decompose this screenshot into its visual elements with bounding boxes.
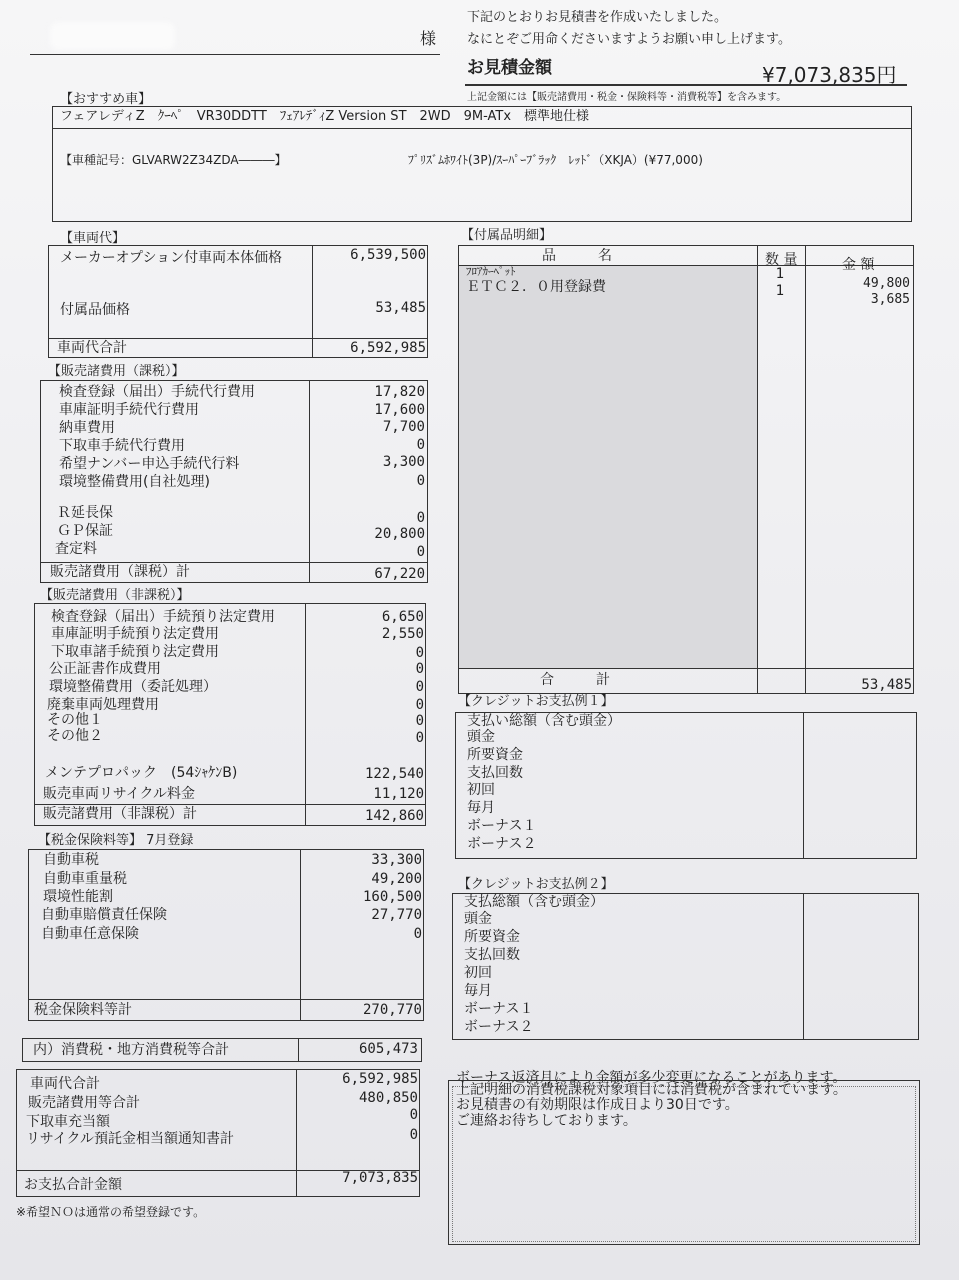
vehicle-row-value: 6,539,500 [350,247,426,263]
credit1-row: 所要資金 [467,747,523,763]
credit1-row: ボーナス１ [467,818,537,834]
nontaxable-row-label: 検査登録（届出）手続預り法定費用 [51,609,275,625]
body-color: ﾌﾟﾘｽﾞﾑﾎﾜｲﾄ(3P)/ｽｰﾊﾟｰﾌﾞﾗｯｸ ﾚｯﾄﾞ（XKJA）(¥77,000) [408,153,703,167]
model-code: 【車種記号：GLVARW2Z34ZDA―――】 [60,153,287,167]
taxable-row-value: 0 [416,437,425,453]
consumption-tax-col-line [298,1038,299,1062]
credit2-title: 【クレジットお支払例２】 [458,877,614,892]
credit2-row: 支払回数 [464,947,520,963]
nontaxable-row-label: その他１ [47,712,103,728]
notes-heading: ボーナス返済月により金額が多少変更になることがあります。 [456,1070,847,1086]
nontaxable-total-line [34,804,426,805]
credit2-row: ボーナス２ [464,1019,534,1035]
tax-row-value: 33,300 [371,852,422,868]
taxable-title: 【販売諸費用（課税）】 [48,364,185,379]
credit2-row: 所要資金 [464,929,520,945]
nontaxable-row-label: 販売車両リサイクル料金 [43,786,196,802]
accessories-total-label: 合 計 [540,672,610,688]
credit1-row: 毎月 [467,800,495,816]
tax-row-value: 0 [413,926,422,942]
taxable-row-label: ＧＰ保証 [57,523,113,539]
accessories-col-line-1 [757,245,758,694]
taxable-row-value: 0 [416,510,425,526]
estimate-amount: ¥7,073,835円 [762,63,897,87]
tax-row-label: 自動車税 [43,852,99,868]
vehicle-total-value: 6,592,985 [350,340,426,356]
summary-total-value: 7,073,835 [342,1170,418,1186]
accessories-col-qty: 数 量 [765,252,798,268]
nontaxable-row-value: 0 [415,645,424,661]
taxable-total-label: 販売諸費用（課税）計 [50,564,190,580]
vehicle-total-label: 車両代合計 [57,340,127,356]
estimate-note: 上記金額には【販売諸費用・税金・保険料等・消費税等】を含みます。 [467,92,787,103]
summary-row-value: 0 [409,1107,418,1123]
nontaxable-total-value: 142,860 [364,808,424,824]
intro-line-2: なにとぞご用命くださいますようお願い申し上げます。 [467,32,791,47]
credit1-row: 初回 [467,782,495,798]
taxable-total-line [40,562,428,563]
customer-underline [30,54,440,55]
consumption-tax-label: 内）消費税・地方消費税等合計 [33,1042,229,1058]
credit2-row: 支払総額（含む頭金） [464,894,604,910]
tax-row-label: 自動車賠償責任保険 [41,907,167,923]
taxable-row-label: 下取車手続代行費用 [59,438,185,454]
taxable-row-value: 17,820 [374,384,425,400]
customer-name-redacted [50,22,175,50]
nontaxable-row-label: 環境整備費用（委託処理） [49,679,217,695]
credit1-title: 【クレジットお支払例１】 [458,694,614,709]
honorific: 様 [420,29,437,48]
taxable-row-label: 環境整備費用(自社処理) [59,474,210,490]
credit2-row: 頭金 [464,911,492,927]
tax-total-label: 税金保険料等計 [34,1002,132,1018]
summary-col-line [296,1069,297,1197]
tax-row-label: 環境性能割 [43,889,113,905]
summary-total-label: お支払合計金額 [24,1177,122,1193]
accessory-qty: 1 [775,266,784,282]
footnote: ※希望ＮＯは通常の希望登録です。 [16,1205,206,1219]
nontaxable-row-value: 0 [415,661,424,677]
vehicle-total-line [48,338,428,339]
taxable-row-label: 査定料 [55,541,97,557]
tax-row-value: 27,770 [371,907,422,923]
taxable-row-value: 7,700 [382,419,425,435]
taxable-row-label: 納車費用 [59,420,115,436]
tax-row-label: 自動車重量税 [43,871,127,887]
vehicle-title: 【車両代】 [60,231,126,246]
credit1-row: 支払い総額（含む頭金） [467,713,621,729]
vehicle-row-label: 付属品価格 [60,302,130,318]
estimate-underline [465,84,907,86]
nontaxable-row-value: 122,540 [364,766,424,782]
tax-row-value: 160,500 [362,889,422,905]
credit1-row: ボーナス２ [467,836,537,852]
summary-row-label: 車両代合計 [30,1076,100,1092]
tax-total-value: 270,770 [362,1002,422,1018]
nontaxable-col-line [305,603,306,826]
nontaxable-row-value: 2,550 [381,626,424,642]
notes-line-2: お見積書の有効期限は作成日より30日です。 [456,1097,739,1113]
summary-row-label: 下取車充当額 [26,1114,110,1130]
accessories-col-line-2 [805,245,806,694]
nontaxable-row-value: 6,650 [381,609,424,625]
nontaxable-row-value: 0 [415,697,424,713]
tax-row-value: 49,200 [371,871,422,887]
recommended-title: 【おすすめ車】 [60,92,152,107]
taxable-row-label: 車庫証明手続代行費用 [59,402,199,418]
vehicle-col-line [312,245,313,358]
tax-title: 【税金保険料等】 7月登録 [38,833,194,848]
summary-row-value: 480,850 [358,1090,418,1106]
taxable-row-value: 17,600 [374,402,425,418]
vehicle-row-value: 53,485 [375,300,426,316]
nontaxable-row-label: メンテプロパック (54ｼｬｹﾝB) [45,765,238,781]
summary-row-label: 販売諸費用等合計 [28,1095,140,1111]
estimate-label: お見積金額 [467,58,552,78]
summary-row-label: リサイクル預託金相当額通知書計 [26,1131,235,1147]
accessory-amount: 3,685 [870,292,910,307]
nontaxable-title: 【販売諸費用（非課税）】 [40,588,190,603]
accessory-qty: 1 [775,283,784,299]
accessories-col-amount: 金 額 [842,257,875,273]
nontaxable-row-label: 下取車諸手続預り法定費用 [51,644,219,660]
credit1-row: 頭金 [467,729,495,745]
tax-total-line [28,999,424,1000]
accessory-name: ＥＴＣ２．０用登録費 [466,279,606,295]
taxable-row-value: 0 [416,473,425,489]
recommended-divider [52,128,912,129]
credit1-col-line [803,712,804,859]
nontaxable-row-label: その他２ [47,728,103,744]
accessories-name-area [459,266,757,668]
accessories-col-name: 品 名 [542,248,612,264]
nontaxable-row-value: 0 [415,679,424,695]
taxable-row-label: 検査登録（届出）手続代行費用 [59,384,255,400]
vehicle-row-label: メーカーオプション付車両本体価格 [60,250,283,266]
credit2-col-line [803,893,804,1040]
nontaxable-row-value: 0 [415,713,424,729]
tax-row-label: 自動車任意保険 [41,926,139,942]
nontaxable-row-label: 公正証書作成費用 [49,661,161,677]
credit2-row: ボーナス１ [464,1001,534,1017]
taxable-total-value: 67,220 [374,566,425,582]
notes-line-3: ご連絡お待ちしております。 [456,1113,637,1129]
taxable-row-value: 0 [416,544,425,560]
intro-line-1: 下記のとおりお見積書を作成いたしました。 [467,10,728,25]
accessories-total-line [458,668,914,669]
accessory-name: ﾌﾛｱｶｰﾍﾟｯﾄ [466,265,516,278]
summary-row-value: 6,592,985 [342,1071,418,1087]
notes-line-1: 上記明細の消費税課税対象項目には消費税が含まれています。 [456,1082,847,1098]
consumption-tax-value: 605,473 [358,1041,418,1057]
nontaxable-row-label: 車庫証明手続預り法定費用 [51,626,219,642]
nontaxable-total-label: 販売諸費用（非課税）計 [43,806,197,822]
tax-col-line [300,849,301,1021]
accessory-amount: 49,800 [863,276,910,291]
accessories-total-value: 53,485 [861,677,912,693]
taxable-row-label: 希望ナンバー申込手続代行料 [59,456,240,472]
taxable-row-value: 3,300 [382,454,425,470]
taxable-row-label: Ｒ延長保 [57,505,113,521]
summary-row-value: 0 [409,1127,418,1143]
nontaxable-row-value: 0 [415,730,424,746]
nontaxable-row-label: 廃棄車両処理費用 [47,697,159,713]
nontaxable-row-value: 11,120 [373,786,424,802]
accessories-title: 【付属品明細】 [461,228,553,243]
credit2-row: 初回 [464,965,492,981]
taxable-col-line [309,380,310,583]
credit1-row: 支払回数 [467,765,523,781]
model-line: フェアレディZ ｸｰﾍﾟ VR30DDTT ﾌｪｱﾚﾃﾞｨZ Version ST 2WD 9M-ATx 標準地仕様 [60,109,590,124]
taxable-row-value: 20,800 [374,526,425,542]
credit2-row: 毎月 [464,983,492,999]
